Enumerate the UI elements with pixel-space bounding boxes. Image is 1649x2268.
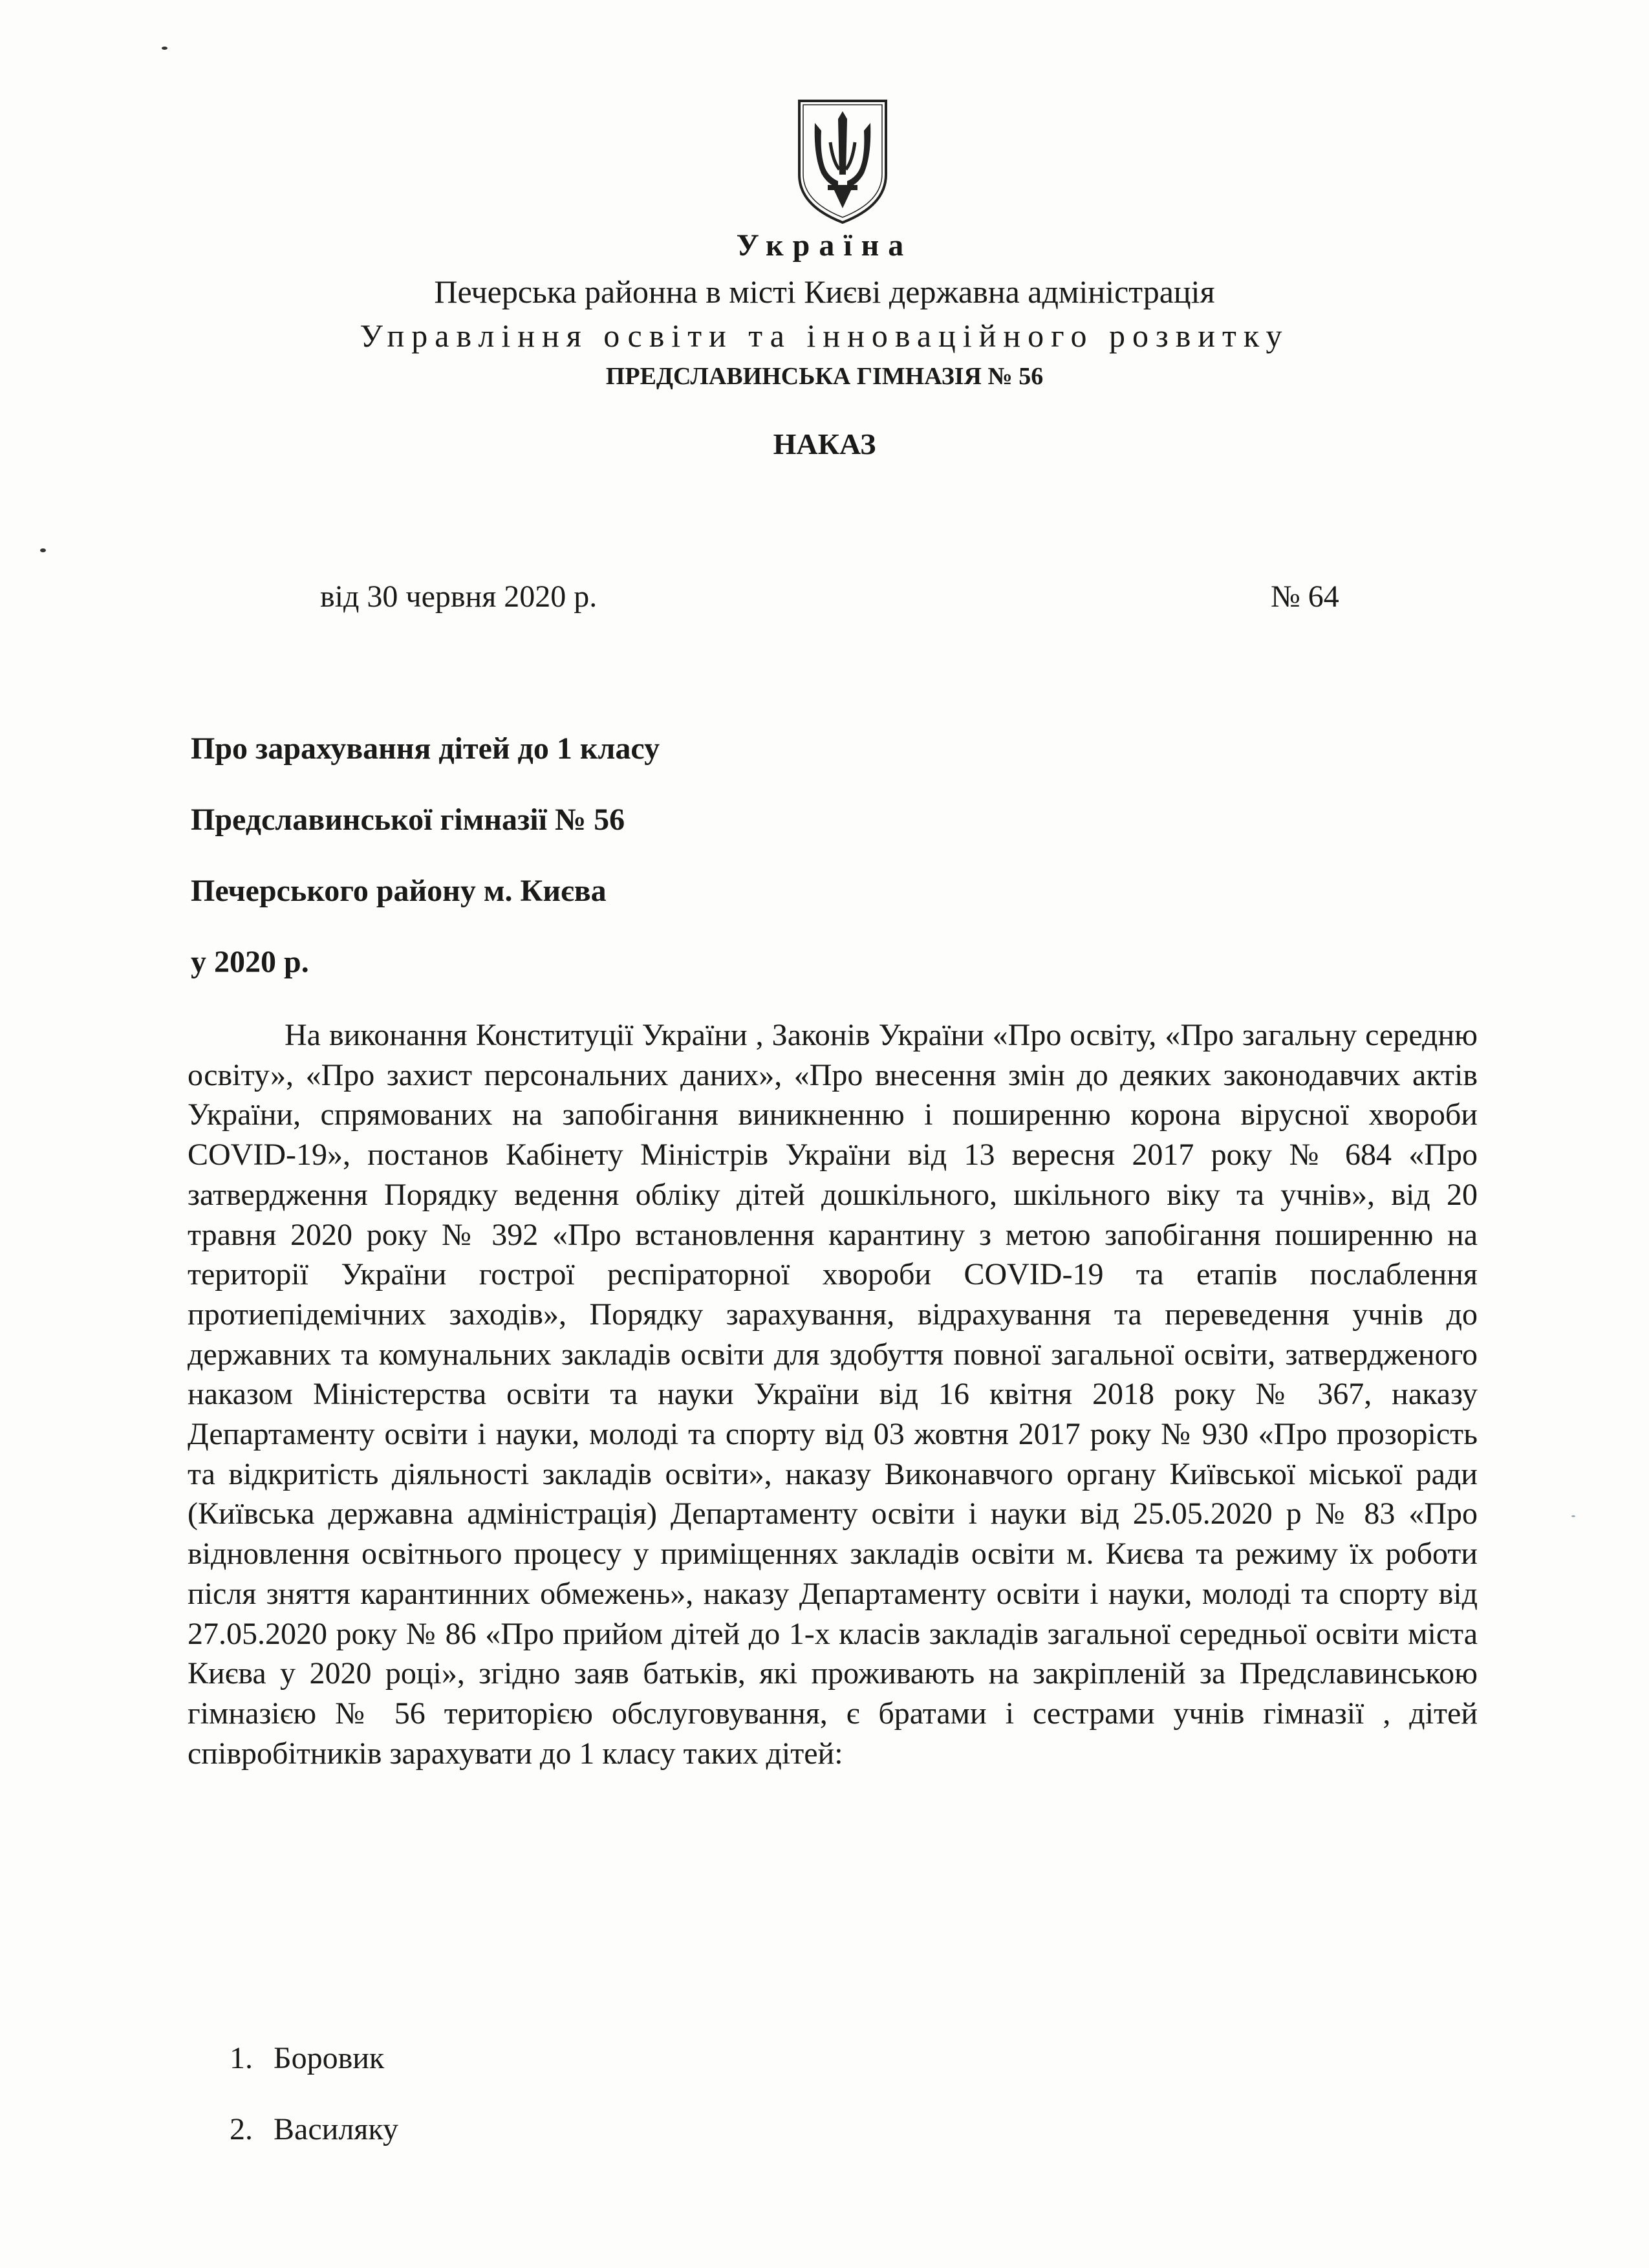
list-item-text: Боровик	[274, 2041, 385, 2075]
list-item	[230, 2040, 384, 2076]
district-administration: Печерська районна в місті Києві державна адміністрація	[434, 274, 1215, 310]
subject-line-1: Про зарахування дітей до 1 класу	[191, 731, 660, 766]
list-item-number: 1.	[230, 2041, 253, 2075]
subject-line-3: Печерського району м. Києва	[191, 874, 607, 908]
list-item-text: Василяку	[274, 2112, 398, 2146]
school-name: ПРЕДСЛАВИНСЬКА ГІМНАЗІЯ № 56	[605, 363, 1044, 390]
body-paragraph: На виконання Конституції України , Законів України «Про освіту, «Про загальну середню освіту», «Про захист персональних даних», «Про внесення змін до деяких законодавчих актів України, спрямованих на запобігання виникненню і поширенню корона вірусної хвороби COVID-19», постанов Кабінету Міністрів України від 13 вересня 2017 року № 684 «Про затвердження Порядку ведення обліку дітей дошкільного, шкільного віку та учнів», від 20 травня 2020 року № 392 «Про встановлення карантину з метою запобігання поширенню на території України гострої респіраторної хвороби COVID-19 та етапів послаблення протиепідемічних заходів», Порядку зарахування, відрахування та переведення учнів до державних та комунальних закладів освіти для здобуття повної загальної освіти, затвердженого наказом Міністерства освіти та науки України від 16 квітня 2018 року № 367, наказу Департаменту освіти і науки, молоді та спорту від 03 жовтня 2017 року № 930 «Про прозорість та відкритість діяльності закладів освіти», наказу Виконавчого органу Київської міської ради (Київська державна адміністрація) Департаменту освіти і науки від 25.05.2020 р № 83 «Про відновлення освітнього процесу у приміщеннях закладів освіти м. Києва та режиму їх роботи після зняття карантинних обмежень», наказу Департаменту освіти і науки, молоді та спорту від 27.05.2020 року № 86 «Про прийом дітей до 1-х класів закладів загальної середньої освіти міста Києва у 2020 році», згідно заяв батьків, які проживають на закріпленій за Предславинською гімназією № 56 територією обслуговування, є братами і сестрами учнів гімназії , дітей співробітників зарахувати до 1 класу таких дітей:	[188, 1018, 1478, 1771]
list-item-number: 2.	[230, 2112, 253, 2146]
list-item	[230, 2111, 398, 2147]
scan-speck	[40, 548, 46, 552]
subject-line-2: Предславинської гімназії № 56	[191, 803, 625, 837]
scan-speck	[1571, 1515, 1575, 1517]
order-title: НАКАЗ	[773, 427, 876, 460]
education-department: Управління освіти та інноваційного розвитку	[360, 318, 1289, 354]
subject-line-4: у 2020 р.	[191, 945, 309, 979]
trident-coat-of-arms-icon	[794, 97, 891, 226]
scan-speck	[162, 47, 167, 50]
order-number: № 64	[1271, 579, 1339, 614]
order-date: від 30 червня 2020 р.	[320, 579, 598, 614]
country-name: Україна	[736, 228, 913, 263]
